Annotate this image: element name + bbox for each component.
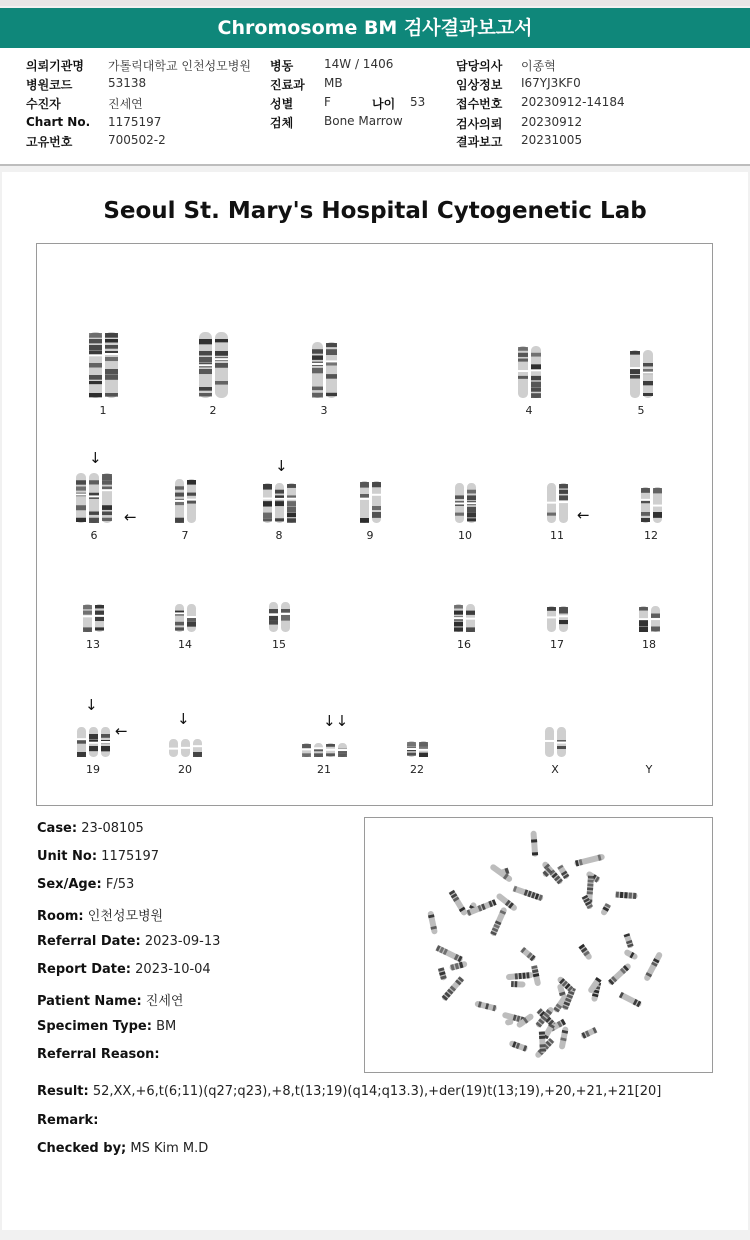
- chromatid: [558, 606, 569, 632]
- patient-name-row: Patient Name: 진세연: [37, 994, 184, 1009]
- spread-chromosome: [513, 886, 544, 902]
- chromosome-2-homologs: [197, 330, 230, 400]
- chromatid: [337, 743, 348, 757]
- case-row: Case: 23-08105: [37, 821, 144, 836]
- chromatid: [274, 483, 285, 523]
- chromatid: [192, 739, 203, 757]
- chromosome-9-homologs: [358, 479, 383, 525]
- spread-chromosome: [643, 951, 663, 982]
- unit-row: Unit No: 1175197: [37, 849, 160, 864]
- chromosome-12-homologs: [639, 485, 664, 525]
- chromosome-18-homologs: [637, 604, 662, 634]
- spread-chromosome: [489, 863, 513, 883]
- field-value: 20231005: [521, 133, 583, 147]
- chromosome-label: 9: [366, 529, 374, 542]
- chromosome-label: 6: [90, 529, 98, 542]
- chromatid: [180, 739, 191, 757]
- chromatid: [325, 342, 338, 398]
- referral-date-row: Referral Date: 2023-09-13: [37, 934, 221, 949]
- chromosome-4-homologs: [516, 344, 543, 400]
- chromatid: [454, 483, 465, 523]
- field-value: Bone Marrow: [324, 114, 403, 128]
- abnormality-arrow-double-down: ↓↓: [323, 712, 349, 730]
- chromatid: [174, 479, 185, 523]
- field-value: 53138: [108, 76, 147, 90]
- spread-chromosome: [506, 972, 534, 980]
- chromatid: [517, 346, 529, 398]
- chromosome-22-homologs: [405, 739, 430, 759]
- chromatid: [104, 332, 119, 398]
- chromatid: [198, 332, 213, 398]
- chromosome-label: Y: [645, 763, 653, 776]
- field-value: 20230912: [521, 115, 583, 129]
- field-label: 접수번호: [456, 97, 503, 111]
- chromatid: [313, 743, 324, 757]
- chromatid: [453, 604, 464, 632]
- chromosome-label: 8: [275, 529, 283, 542]
- chromatid: [418, 741, 429, 757]
- chromatid: [88, 727, 99, 757]
- field-label: 결과보고: [456, 135, 503, 149]
- field-label: 나이: [372, 97, 396, 111]
- field-value: 진세연: [108, 97, 143, 111]
- chromosome-label: 13: [86, 638, 100, 651]
- spread-chromosome: [449, 890, 468, 917]
- chromatid: [629, 350, 641, 398]
- sex-age-row: Sex/Age: F/53: [37, 877, 135, 892]
- spread-chromosome: [508, 1040, 528, 1052]
- chromatid: [544, 727, 555, 757]
- spread-chromosome: [490, 906, 508, 936]
- chromosome-label: 20: [178, 763, 192, 776]
- chromatid: [186, 604, 197, 632]
- field-label: 검체: [270, 116, 294, 130]
- abnormality-arrow-left: ←: [115, 722, 128, 740]
- chromatid: [88, 473, 100, 523]
- abnormality-arrow-down: ↓: [89, 449, 102, 467]
- field-label: 진료과: [270, 78, 305, 92]
- metaphase-spread-drawing: [365, 818, 712, 1072]
- chromosome-label: 5: [637, 404, 645, 417]
- spread-chromosome: [619, 992, 643, 1008]
- spread-chromosome: [580, 1027, 597, 1039]
- field-value: 53: [410, 95, 426, 109]
- chromosome-label: 10: [458, 529, 472, 542]
- chromosome-10-homologs: [453, 481, 478, 525]
- field-value: 1175197: [108, 115, 162, 129]
- field-value: 14W / 1406: [324, 57, 394, 71]
- spread-chromosome: [530, 831, 538, 857]
- chromosome-label: 21: [317, 763, 331, 776]
- abnormality-arrow-down: ↓: [275, 457, 288, 475]
- chromosome-label: 2: [209, 404, 217, 417]
- chromatid: [101, 473, 113, 523]
- chromosome-label: 11: [550, 529, 564, 542]
- chromatid: [268, 602, 279, 632]
- chromatid: [406, 741, 417, 757]
- field-label: 임상정보: [456, 78, 503, 92]
- chromosome-label: 4: [525, 404, 533, 417]
- abnormality-arrow-down: ↓: [177, 710, 190, 728]
- chromosome-5-homologs: [628, 348, 655, 400]
- report-card: [2, 172, 748, 1230]
- chromosome-label: 3: [320, 404, 328, 417]
- chromatid: [94, 604, 105, 632]
- chromatid: [465, 604, 476, 632]
- spread-chromosome: [600, 903, 611, 917]
- field-label: 고유번호: [26, 135, 73, 149]
- abnormality-arrow-left: ←: [124, 508, 137, 526]
- spread-chromosome: [574, 853, 605, 866]
- chromatid: [325, 743, 336, 757]
- chromatid: [82, 604, 93, 632]
- chromatid: [280, 602, 291, 632]
- chromatid: [286, 483, 297, 523]
- field-label: 담당의사: [456, 59, 503, 73]
- chromosome-label: 17: [550, 638, 564, 651]
- chromatid: [76, 727, 87, 757]
- field-label: 수진자: [26, 97, 61, 111]
- metaphase-spread-image: [364, 817, 713, 1073]
- result-line: Result: 52,XX,+6,t(6;11)(q27;q23),+8,t(13;19)(q14;q13.3),+der(19)t(13;19),+20,+21,+21[20]: [37, 1084, 662, 1099]
- top-strip: [0, 0, 750, 6]
- chromatid: [558, 483, 569, 523]
- chromatid: [546, 483, 557, 523]
- chromatid: [530, 346, 542, 398]
- spread-chromosome: [615, 892, 637, 900]
- field-value: I67YJ3KF0: [521, 76, 581, 90]
- chromatid: [652, 487, 663, 523]
- field-label: 의뢰기관명: [26, 59, 84, 73]
- chromosome-17-homologs: [545, 604, 570, 634]
- chromatid: [640, 487, 651, 523]
- chromosome-label: 14: [178, 638, 192, 651]
- chromosome-label: 19: [86, 763, 100, 776]
- chromosome-label: X: [551, 763, 559, 776]
- spread-chromosome: [624, 933, 634, 949]
- field-label: 병원코드: [26, 78, 73, 92]
- remark-line: Remark:: [37, 1113, 99, 1128]
- karyogram-panel: [36, 243, 713, 806]
- chromosome-label: 15: [272, 638, 286, 651]
- chromosome-21-homologs: [300, 741, 349, 759]
- chromosome-label: 1: [99, 404, 107, 417]
- chromatid: [168, 739, 179, 757]
- chromatid: [359, 481, 370, 523]
- spread-chromosome: [427, 910, 438, 934]
- chromosome-label: 12: [644, 529, 658, 542]
- chromosome-label: 7: [181, 529, 189, 542]
- chromatid: [466, 483, 477, 523]
- chromatid: [214, 332, 229, 398]
- chromosome-19-homologs: [75, 725, 112, 759]
- chromatid: [262, 483, 273, 523]
- spread-chromosome: [449, 961, 468, 971]
- chromatid: [174, 604, 185, 632]
- chromosome-x-homologs: [543, 725, 568, 759]
- chromosome-16-homologs: [452, 602, 477, 634]
- chromatid: [301, 743, 312, 757]
- chromosome-label: 16: [457, 638, 471, 651]
- room-row: Room: 인천성모병원: [37, 909, 164, 924]
- chromosome-11-homologs: [545, 481, 570, 525]
- spread-chromosome: [495, 892, 518, 912]
- abnormality-arrow-down: ↓: [85, 696, 98, 714]
- specimen-type-row: Specimen Type: BM: [37, 1019, 177, 1034]
- chromosome-label: 18: [642, 638, 656, 651]
- chromosome-6-homologs: [74, 471, 114, 525]
- field-value: 가톨릭대학교 인천성모병원: [108, 59, 251, 73]
- chromosome-label: 22: [410, 763, 424, 776]
- chromatid: [311, 342, 324, 398]
- spread-chromosome: [578, 944, 592, 961]
- chromosome-7-homologs: [173, 477, 198, 525]
- chromosome-3-homologs: [310, 340, 339, 400]
- chromatid: [638, 606, 649, 632]
- chromosome-1-homologs: [87, 330, 120, 400]
- abnormality-arrow-left: ←: [577, 506, 590, 524]
- chromatid: [546, 606, 557, 632]
- chromatid: [556, 727, 567, 757]
- report-header: [0, 48, 750, 166]
- field-value: 700502-2: [108, 133, 166, 147]
- chromatid: [100, 727, 111, 757]
- spread-chromosome: [435, 945, 463, 963]
- chromosome-20-homologs: [167, 737, 204, 759]
- spread-chromosome: [539, 1031, 546, 1053]
- spread-chromosome: [438, 967, 447, 981]
- spread-chromosome: [623, 949, 638, 961]
- field-label: Chart No.: [26, 115, 91, 129]
- chromatid: [88, 332, 103, 398]
- checked-by-line: Checked by; MS Kim M.D: [37, 1141, 209, 1156]
- chromosome-14-homologs: [173, 602, 198, 634]
- lab-title: Seoul St. Mary's Hospital Cytogenetic Lab: [103, 198, 647, 224]
- field-value: MB: [324, 76, 343, 90]
- spread-chromosome: [559, 1026, 569, 1050]
- chromatid: [642, 350, 654, 398]
- spread-chromosome: [520, 947, 536, 962]
- field-value: 20230912-14184: [521, 95, 625, 109]
- chromatid: [371, 481, 382, 523]
- spread-chromosome: [474, 1000, 497, 1011]
- field-value: F: [324, 95, 331, 109]
- field-label: 성별: [270, 97, 294, 111]
- chromosome-8-homologs: [261, 481, 298, 525]
- chromatid: [186, 479, 197, 523]
- report-date-row: Report Date: 2023-10-04: [37, 962, 211, 977]
- spread-chromosome: [607, 962, 632, 986]
- spread-chromosome: [511, 981, 526, 987]
- field-value: 이종혁: [521, 59, 556, 73]
- chromatid: [650, 606, 661, 632]
- report-banner: Chromosome BM 검사결과보고서: [0, 8, 750, 48]
- field-label: 검사의뢰: [456, 117, 503, 131]
- chromosome-13-homologs: [81, 602, 106, 634]
- chromosome-15-homologs: [267, 600, 292, 634]
- referral-reason-row: Referral Reason:: [37, 1047, 160, 1062]
- field-label: 병동: [270, 59, 294, 73]
- chromatid: [75, 473, 87, 523]
